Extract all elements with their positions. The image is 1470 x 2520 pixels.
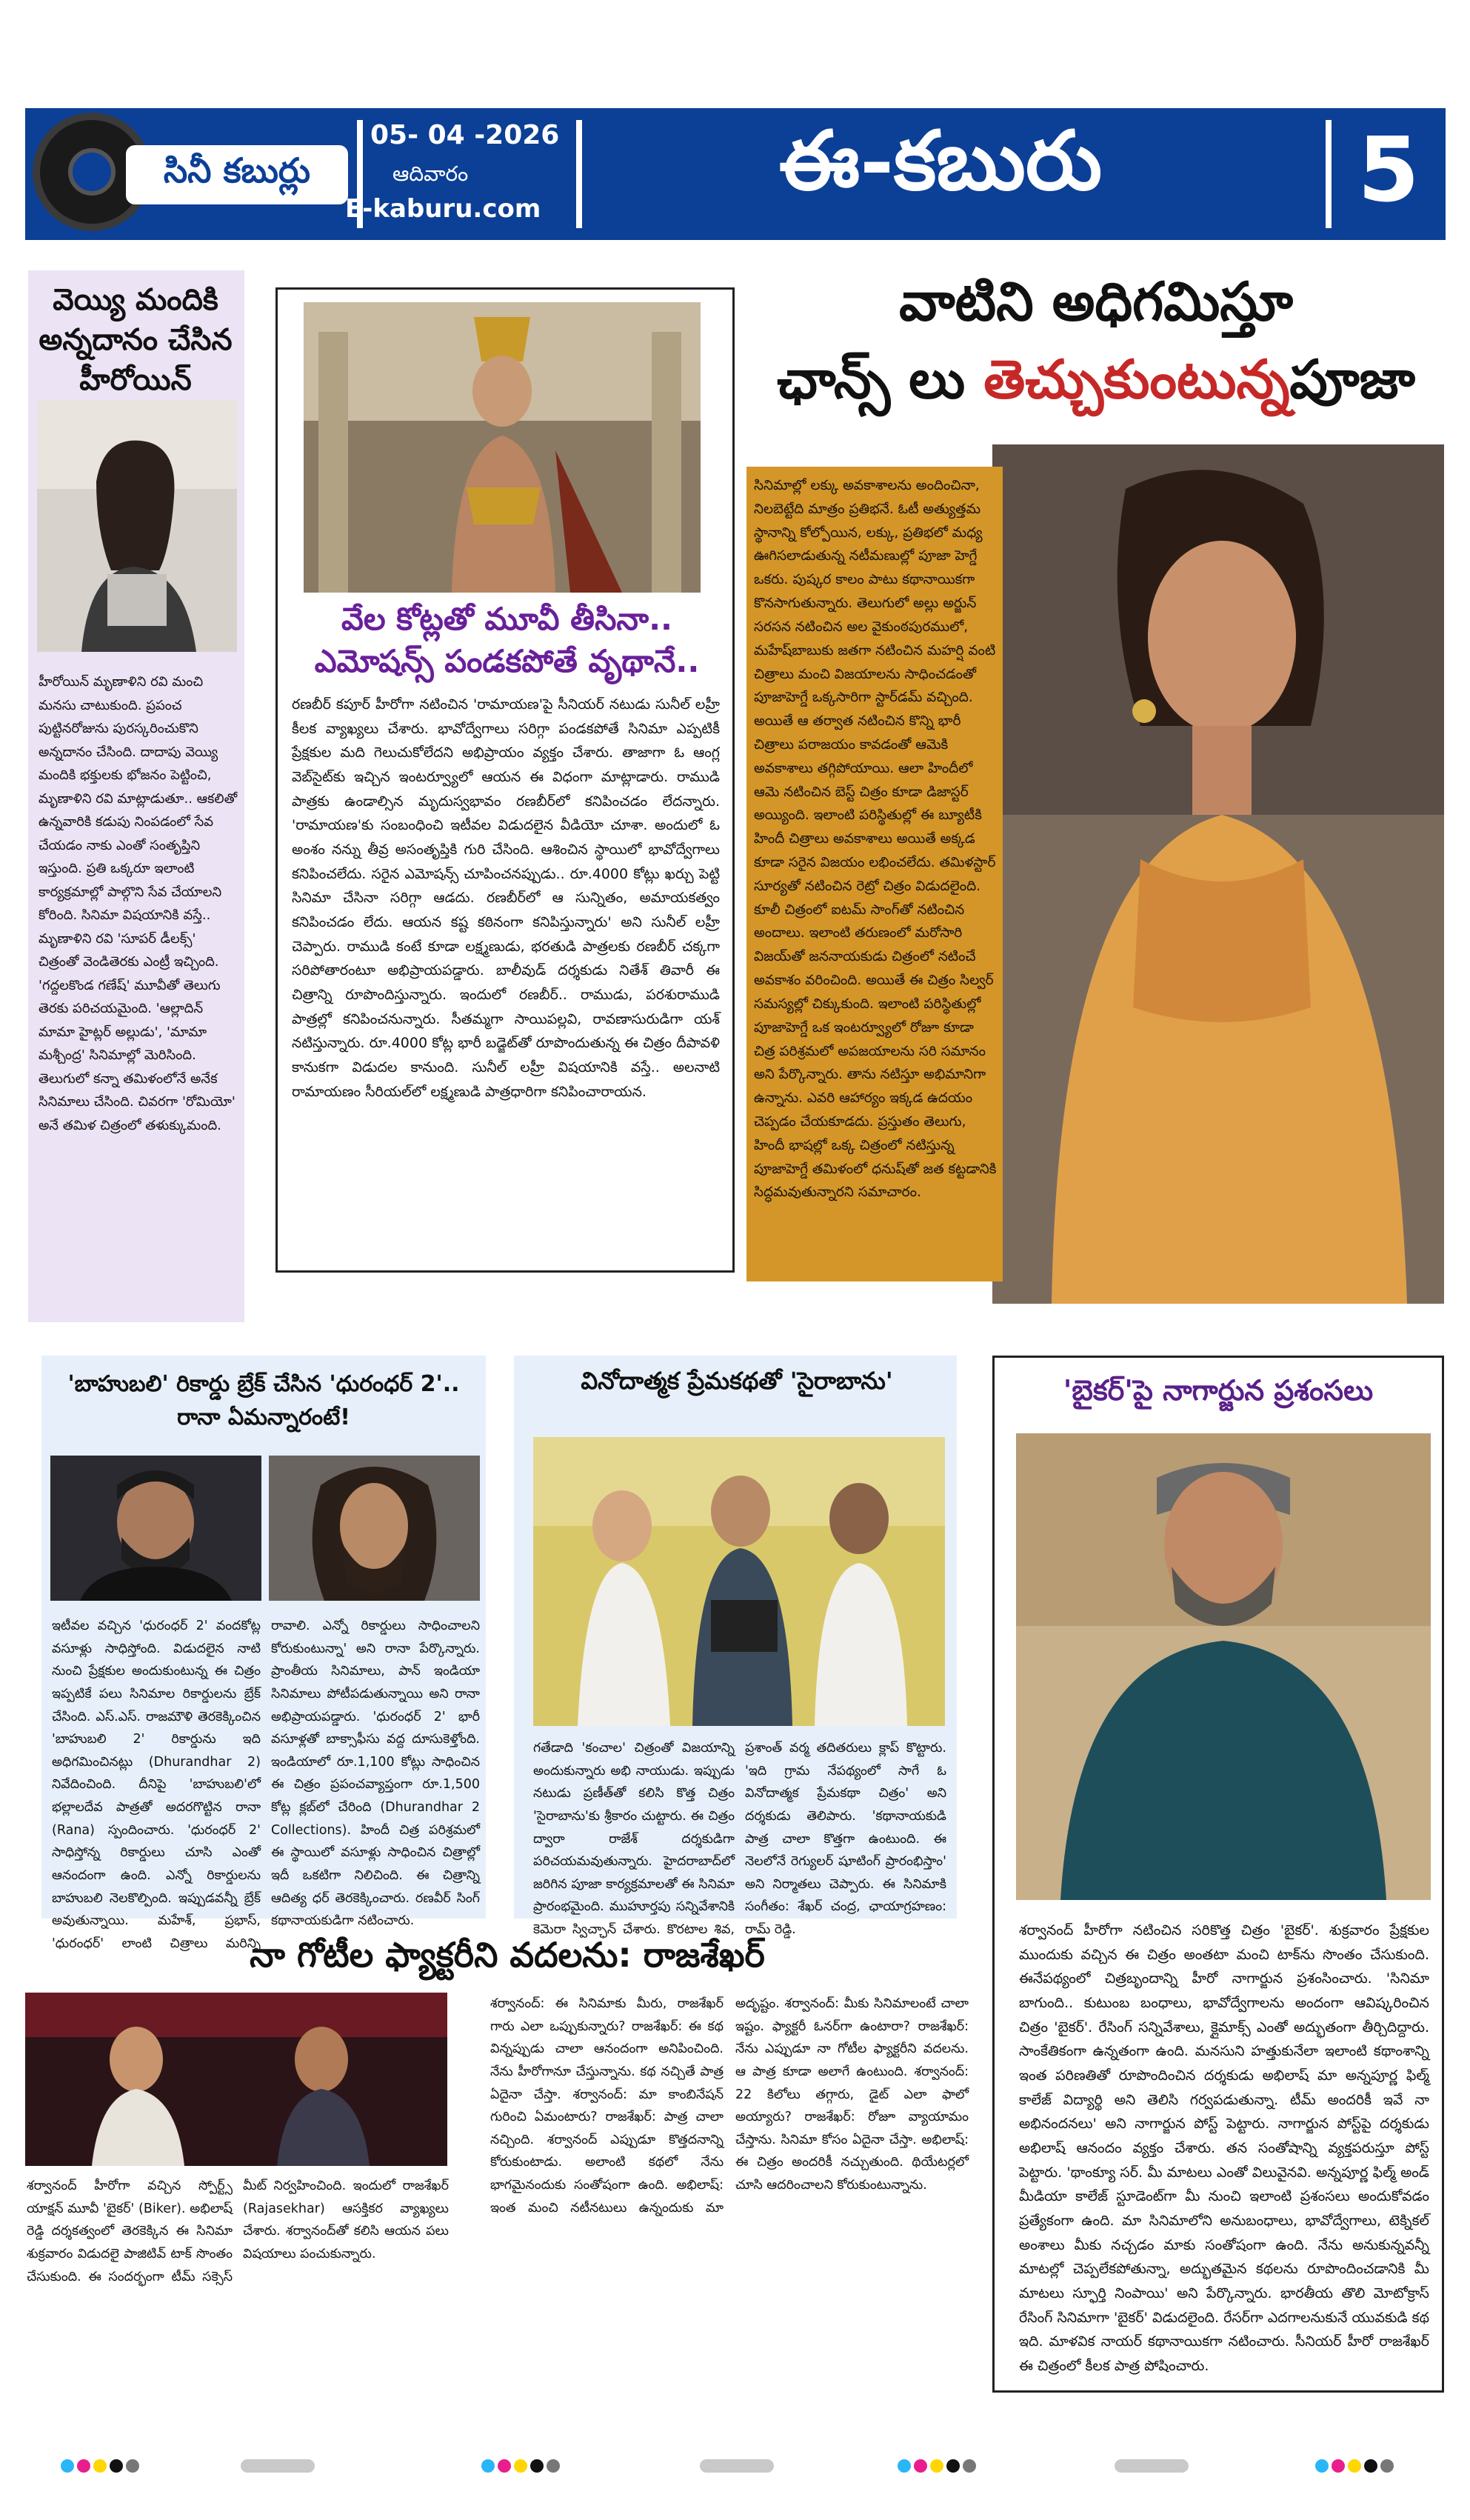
page-number: 5: [1357, 119, 1420, 222]
grey-bar: [241, 2459, 315, 2473]
grey-dot: [126, 2459, 139, 2473]
ramayana-body: రణబీర్ కపూర్ హీరోగా నటించిన 'రామాయణ'పై సీనియర్ నటుడు సునీల్ లహ్రీ కీలక వ్యాఖ్యలు చేశారు. భావోద్వేగాలు సరిగ్గా పండకపోతే సినిమా ఎప్పటికీ ప్రేక్షకుల మది గెలుచుకోలేదని అభిప్రాయం వ్యక్తం చేశారు. తాజాగా ఓ ఆంగ్ల వెబ్‌సైట్‌కు ఇచ్చిన ఇంటర్వ్యూలో ఆయన ఈ విధంగా మాట్లాడారు. రాముడి పాత్రకు ఉండాల్సిన మృదుస్వభావం రణబీర్‌లో కనిపించడం లేదన్నారు. 'రామాయణ'కు సంబంధించి ఇటీవల విడుదలైన వీడియో చూశా. అందులో ఓ అంశం నన్ను తీవ్ర అసంతృప్తికి గురి చేసింది. ఆశించిన స్థాయిలో భావోద్వేగాలు కనిపించలేదు. సరైన ఎమోషన్స్ చూపించనప్పుడు.. రూ.4000 కోట్లు ఖర్చు పెట్టి సినిమా చేసినా సరిగ్గా ఆడదు. రణబీర్‌లో ఆ సున్నితం, అమాయకత్వం కనిపించడం లేదు. ఆయన కష్ట కఠినంగా కనిపిస్తున్నారు' అని సునీల్ లహ్రీ చెప్పారు. రాముడి కంటే కూడా లక్ష్మణుడు, భరతుడి పాత్రలకు రణబీర్ చక్కగా సరిపోతారంటూ అభిప్రాయపడ్డారు. బాలీవుడ్ దర్శకుడు నితేశ్ తివారీ ఈ చిత్రాన్ని రూపొందిస్తున్నారు. ఇందులో రణబీర్.. రాముడు, పరశురాముడి పాత్రల్లో కనిపించనున్నారు. సీతమ్మగా సాయిపల్లవి, రావణాసురుడిగా యశ్ నటిస్తున్నారు. రూ.4000 కోట్ల భారీ బడ్జెట్‌తో రూపొందుతున్న ఈ చిత్రం దీపావళి కానుకగా విడుదల కానుంది. సునీల్ లహ్రీ విషయానికి వస్తే.. అలనాటి రామాయణం సీరియల్‌లో లక్ష్మణుడి పాత్రధారిగా కనిపించారాయన.: [292, 696, 720, 1100]
black-dot: [110, 2459, 123, 2473]
yellow-dot: [930, 2459, 943, 2473]
website-link[interactable]: E-kaburu.com: [345, 194, 541, 224]
pooja-photo: [992, 444, 1444, 1304]
rajasekhar-photo: [25, 1993, 447, 2166]
ramayana-photo: [304, 302, 701, 593]
issue-weekday: ఆదివారం: [392, 161, 469, 186]
rana-photo: [50, 1456, 261, 1601]
cyan-dot: [1315, 2459, 1329, 2473]
dhurandhar-headline[interactable]: 'బాహుబలి' రికార్డు బ్రేక్ చేసిన 'ధురంధర్ 2'.. రానా ఏమన్నారంటే!: [67, 1371, 460, 1430]
magenta-dot: [914, 2459, 927, 2473]
cyan-dot: [481, 2459, 495, 2473]
dhurandhar-body: ఇటీవల వచ్చిన 'ధురంధర్ 2' వందకోట్ల వసూళ్లు సాధిస్తోంది. విడుదలైన నాటి నుంచి ప్రేక్షకుల అందుకుంటున్న ఈ చిత్రం ఇప్పటికే పలు సినిమాల రికార్డులను బ్రేక్ చేసింది. ఎస్.ఎస్. రాజమౌళి తెరకెక్కించిన 'బాహుబలి 2' రికార్డును ఇది అధిగమించినట్లు (Dhurandhar 2) నివేదించింది. దీనిపై 'బాహుబలి'లో భల్లాలదేవ పాత్రతో అదరగొట్టిన రానా (Rana) స్పందించారు. 'ధురంధర్ 2' సాధిస్తోన్న రికార్డులు చూసి ఎంతో ఆనందంగా ఉంది. ఎన్నో రికార్డులను బాహుబలి నెలకొల్పింది. ఇప్పుడవన్నీ బ్రేక్ అవుతున్నాయి. మహేశ్, ప్రభాస్, 'ధురంధర్' లాంటి చిత్రాలు మరిన్ని రావాలి. ఎన్నో రికార్డులు సాధించాలని కోరుకుంటున్నా' అని రానా పేర్కొన్నారు. ప్రాంతీయ సినిమాలు, పాన్ ఇండియా సినిమాలు పోటీపడుతున్నాయి అని రానా అభిప్రాయపడ్డారు. 'ధురంధర్ 2' భారీ వసూళ్లతో బాక్సాఫీసు వద్ద దూసుకెళ్తోంది. ఇండియాలో రూ.1,100 కోట్లు సాధించిన ఈ చిత్రం ప్రపంచవ్యాప్తంగా రూ.1,500 కోట్ల క్లబ్‌లో చేరింది (Dhurandhar 2 Collections). హిందీ చిత్ర పరిశ్రమలో ఈ స్థాయిలో వసూళ్లు సాధించిన చిత్రాల్లో ఇదీ ఒకటిగా నిలిచింది. ఈ చిత్రాన్ని ఆదిత్య ధర్ తెరకెక్కించారు. రణవీర్ సింగ్ కథానాయకుడిగా నటించారు.: [52, 1619, 480, 1951]
yellow-dot: [93, 2459, 107, 2473]
pooja-headline-line2[interactable]: [741, 348, 1451, 424]
biker-body: శర్వానంద్ హీరోగా నటించిన సరికొత్త చిత్రం 'బైకర్'. శుక్రవారం ప్రేక్షకుల ముందుకు వచ్చిన ఈ చిత్రం అంతటా మంచి టాక్‌ను సొంతం చేసుకుంది. ఈనేపథ్యంలో చిత్రబృందాన్ని హీరో నాగార్జున ప్రశంసించారు. 'సినిమా బాగుంది.. కుటుంబ బంధాలు, భావోద్వేగాలను అందంగా ఆవిష్కరించిన చిత్రం 'బైకర్'. రేసింగ్ సన్నివేశాలు, క్లైమాక్స్ ఎంతో అద్భుతంగా తీర్చిదిద్దారు. సాంకేతికంగా ఉన్నతంగా ఉంది. మనసుని హత్తుకునేలా ఇలాంటి కథాంశాన్ని ఇంత పరిణతితో రూపొందించిన దర్శకుడు అభిలాష్ మా అన్నపూర్ణ ఫిల్మ్ కాలేజ్ విద్యార్థి అని తెలిసి గర్వపడుతున్నా. టీమ్ అందరికీ ఇవే నా అభినందనలు' అని నాగార్జున పోస్ట్ పెట్టారు. నాగార్జున పోస్ట్‌పై దర్శకుడు అభిలాష్ ఆనందం వ్యక్తం చేశారు. తన సంతోషాన్ని వ్యక్తపరుస్తూ పోస్ట్ పెట్టారు. 'థాంక్యూ సర్. మీ మాటలు ఎంతో విలువైనవి. అన్నపూర్ణ ఫిల్మ్ అండ్ మీడియా కాలేజ్ స్టూడెంట్‌గా మీ నుంచి ఇలాంటి ప్రశంసలు అందుకోవడం ప్రత్యేకంగా ఉంది. మా సినిమాలోని అనుబంధాలు, భావోద్వేగాలు, టెక్నికల్ అంశాలు మీకు నచ్చడం మాకు సంతోషంగా ఉంది. నేను అనుకున్నవన్నీ మాటల్లో చెప్పలేకపోతున్నా, అద్భుతమైన కథలను రూపొందించడానికి మీ మాటలు స్ఫూర్తి నింపాయి' అని పేర్కొన్నారు. భారతీయ తొలి మోటోక్రాస్ రేసింగ్ సినిమాగా 'బైకర్' విడుదలైంది. రేసర్‌గా ఎదగాలనుకునే యువకుడి కథ ఇది. మాళవిక నాయర్ కథానాయికగా నటించారు. సీనియర్ హీరో రాజశేఖర్ ఈ చిత్రంలో కీలక పాత్ర పోషించారు.: [1019, 1922, 1429, 2375]
grey-bar: [1115, 2459, 1189, 2473]
heroine-photo: [37, 400, 237, 652]
magenta-dot: [1332, 2459, 1345, 2473]
black-dot: [530, 2459, 544, 2473]
sidebar-body: హీరోయిన్ మృణాళిని రవి మంచి మనసు చాటుకుంది. ప్రపంచ పుట్టినరోజును పురస్కరించుకొని అన్నదానం చేసింది. దాదాపు వెయ్యి మందికి భక్తులకు భోజనం పెట్టించి, మృణాళిని రవి మాట్లాడుతూ.. ఆకలితో ఉన్నవారికి కడుపు నింపడంలో సేవ చేయడం నాకు ఎంతో సంతృప్తిని ఇస్తుంది. ప్రతి ఒక్కరూ ఇలాంటి కార్యక్రమాల్లో పాల్గొని సేవ చేయాలని కోరింది. సినిమా విషయానికి వస్తే.. మృణాళిని రవి 'సూపర్ డీలక్స్' చిత్రంతో వెండితెరకు ఎంట్రీ ఇచ్చింది. 'గద్దలకొండ గణేష్' మూవీతో తెలుగు తెరకు పరిచయమైంది. 'ఆల్లాదిన్ మామా హైట్లర్ అల్లుడు', 'మామా మశ్చీంద్ర' సినిమాల్లో మెరిసింది. తెలుగులో కన్నా తమిళంలోనే అనేక సినిమాలు చేసింది. చివరగా 'రోమియో' అనే తమిళ చిత్రంలో తళుక్కుమంది.: [39, 674, 238, 1133]
rajasekhar-interview: శర్వానంద్: ఈ సినిమాకు మీరు, రాజశేఖర్ గారు ఎలా ఒప్పుకున్నారు? రాజశేఖర్: ఈ కథ విన్నప్పుడు చాలా ఆనందంగా అనిపించింది. నేను హీరోగానూ చేస్తున్నాను. కథ నచ్చితే పాత్ర ఏదైనా చేస్తా. శర్వానంద్: మా కాంబినేషన్ గురించి ఏమంటారు? రాజశేఖర్: పాత్ర చాలా నచ్చింది. శర్వానంద్ ఎప్పుడూ కొత్తదనాన్ని కోరుకుంటాడు. అలాంటి కథలో నేను భాగమైనందుకు సంతోషంగా ఉంది. అభిలాష్: ఇంత మంచి నటీనటులు ఉన్నందుకు మా అదృష్టం. శర్వానంద్: మీకు సినిమాలంటే చాలా ఇష్టం. ఫ్యాక్టరీ ఓనర్‌గా ఉంటారా? రాజశేఖర్: నేను ఎప్పుడూ నా గోటీల ఫ్యాక్టరీని వదలను. ఆ పాత్ర కూడా అలాగే ఉంటుంది. శర్వానంద్: 22 కిలోలు తగ్గారు, డైట్ ఎలా ఫాలో అయ్యారు? రాజశేఖర్: రోజూ వ్యాయామం చేస్తాను. సినిమా కోసం ఏదైనా చేస్తా. అభిలాష్: ఈ చిత్రం అందరికీ నచ్చుతుంది. థియేటర్లలో చూసి ఆదరించాలని కోరుకుంటున్నాను.: [490, 1996, 969, 2216]
biker-headline[interactable]: 'బైకర్'పై నాగార్జున ప్రశంసలు: [1063, 1374, 1374, 1407]
siraabaanu-headline[interactable]: వినోదాత్మక ప్రేమకథతో 'సైరాబాను': [581, 1367, 893, 1395]
yellow-dot: [1348, 2459, 1361, 2473]
ramayana-headline[interactable]: వేల కోట్లతో మూవీ తీసినా.. ఎమోషన్స్ పండకపోతే వృథానే..: [314, 601, 700, 679]
cyan-dot: [61, 2459, 74, 2473]
black-dot: [946, 2459, 960, 2473]
sidebar-headline[interactable]: వెయ్యి మందికి అన్నదానం చేసిన హీరోయిన్: [39, 283, 233, 397]
grey-dot: [963, 2459, 976, 2473]
pooja-headline-highlight: తెచ్చుకుంటున్న: [983, 348, 1290, 410]
yellow-dot: [514, 2459, 527, 2473]
black-dot: [1364, 2459, 1377, 2473]
masthead-divider: [1326, 120, 1332, 228]
grey-dot: [547, 2459, 560, 2473]
rajasekhar-headline[interactable]: నా గోటీల ఫ్యాక్టరీని వదలను: రాజశేఖర్: [250, 1935, 765, 1975]
siraabaanu-photo: [533, 1437, 945, 1726]
ranveer-photo: [269, 1456, 480, 1601]
pooja-headline-part: ఛాన్స్ లు: [777, 348, 984, 410]
pooja-headline-line1[interactable]: వాటిని అధిగమిస్తూ: [899, 270, 1293, 333]
pooja-body: సినిమాల్లో లక్కు అవకాశాలను అందించినా, నిలబెట్టేది మాత్రం ప్రతిభనే. ఓటీ అత్యుత్తమ స్థానాన్ని కోల్పోయిన, లక్కు, ప్రతిభలో మధ్య ఊగిసలాడుతున్న నటీమణుల్లో పూజా హెగ్డే ఒకరు. పుష్కర కాలం పాటు కథానాయికగా కొనసాగుతున్నారు. తెలుగులో అల్లు అర్జున్ సరసన నటించిన అల వైకుంఠపురములో, మహేష్‌బాబుకు జతగా నటించిన మహర్షి వంటి చిత్రాలు మంచి విజయాలను సాధించడంతో పూజాహెగ్డే ఒక్కసారిగా స్టార్‌డమ్ వచ్చింది. అయితే ఆ తర్వాత నటించిన కొన్ని భారీ చిత్రాలు పరాజయం కావడంతో ఆమెకి అవకాశాలు తగ్గిపోయాయి. ఆలా హిందీలో ఆమె నటించిన బెస్ట్ చిత్రం కూడా డిజాస్టర్ అయ్యింది. ఇలాంటి పరిస్థితుల్లో ఈ బ్యూటీకి హిందీ చిత్రాలు అవకాశాలు అయితే అక్కడ కూడా సరైన విజయం లభించలేదు. తమిళస్టార్ సూర్యతో నటించిన రెట్రో చిత్రం విడుదలైంది. కూలీ చిత్రంలో ఐటమ్ సాంగ్‌తో నటించిన అందాలు. ఇలాంటి తరుణంలో మరోసారి విజయ్‌తో జననాయకుడు చిత్రంలో నటించే అవకాశం వరించింది. అయితే ఈ చిత్రం సిల్వర్ సమస్యల్లో చిక్కుకుంది. ఇలాంటి పరిస్థితుల్లో పూజాహెగ్డే ఒక ఇంటర్వ్యూలో రోజూ కూడా చిత్ర పరిశ్రమలో అపజయాలను సరి సమానం అని పేర్కొన్నారు. తాను నటిస్తూ అభిమానిగా ఉన్నాను. ఎవరి ఆహార్యం ఇక్కడ ఉదయం చెప్పడం చేయకూడదు. ప్రస్తుతం తెలుగు, హిందీ భాషల్లో ఒక్క చిత్రంలో నటిస్తున్న పూజాహెగ్డే తమిళంలో ధనుష్‌తో జత కట్టడానికి సిద్ధమవుతున్నారని సమాచారం.: [754, 478, 997, 1201]
siraabaanu-body: గతేడాది 'కంచాల' చిత్రంతో విజయాన్ని అందుకున్నారు అభి నాయుడు. ఇప్పుడు నటుడు ప్రణీత్‌తో కలిసి కొత్త చిత్రం 'సైరాబాను'కు శ్రీకారం చుట్టారు. ఈ చిత్రం ద్వారా రాజేశ్ దర్శకుడిగా పరిచయమవుతున్నారు. హైదరాబాద్‌లో జరిగిన పూజా కార్యక్రమాలతో ఈ సినిమా ప్రారంభమైంది. ముహూర్తపు సన్నివేశానికి కెమెరా స్విచ్ఛాన్ చేశారు. కొరటాల శివ, ప్రశాంత్ వర్మ తదితరులు క్లాప్ కొట్టారు. 'ఇది గ్రామ నేపథ్యంలో సాగే ఓ వినోదాత్మక ప్రేమకథా చిత్రం' అని దర్శకుడు తెలిపారు. 'కథానాయకుడి పాత్ర చాలా కొత్తగా ఉంటుంది. ఈ నెలలోనే రెగ్యులర్ షూటింగ్ ప్రారంభిస్తాం' అని నిర్మాతలు చెప్పారు. ఈ సినిమాకి సంగీతం: శేఖర్ చంద్ర, ఛాయాగ్రహణం: రామ్ రెడ్డి.: [533, 1741, 946, 1937]
film-reel-hub: [68, 148, 116, 196]
magenta-dot: [77, 2459, 90, 2473]
section-logo: సినీ కబుర్లు: [126, 145, 348, 204]
color-registration-marks: [0, 2452, 1470, 2481]
cyan-dot: [898, 2459, 911, 2473]
issue-date: 05- 04 -2026: [370, 120, 560, 150]
rajasekhar-intro: శర్వానంద్ హీరోగా వచ్చిన స్పోర్ట్స్ యాక్షన్ మూవీ 'బైకర్' (Biker). అభిలాష్ రెడ్డి దర్శకత్వంలో తెరకెక్కిన ఈ సినిమా శుక్రవారం విడుదలై పాజిటివ్ టాక్ సొంతం చేసుకుంది. ఈ సందర్భంగా టీమ్ సక్సెస్ మీట్ నిర్వహించింది. ఇందులో రాజశేఖర్ (Rajasekhar) ఆసక్తికర వ్యాఖ్యలు చేశారు. శర్వానంద్‌తో కలిసి ఆయన పలు విషయాలు పంచుకున్నారు.: [27, 2179, 449, 2284]
brand-title: ఈ-కబురు: [778, 112, 1103, 208]
masthead-divider: [576, 120, 582, 228]
nagarjuna-photo: [1016, 1433, 1431, 1900]
grey-dot: [1380, 2459, 1394, 2473]
pooja-headline-part: పూజా: [1289, 348, 1415, 410]
magenta-dot: [498, 2459, 511, 2473]
grey-bar: [700, 2459, 774, 2473]
